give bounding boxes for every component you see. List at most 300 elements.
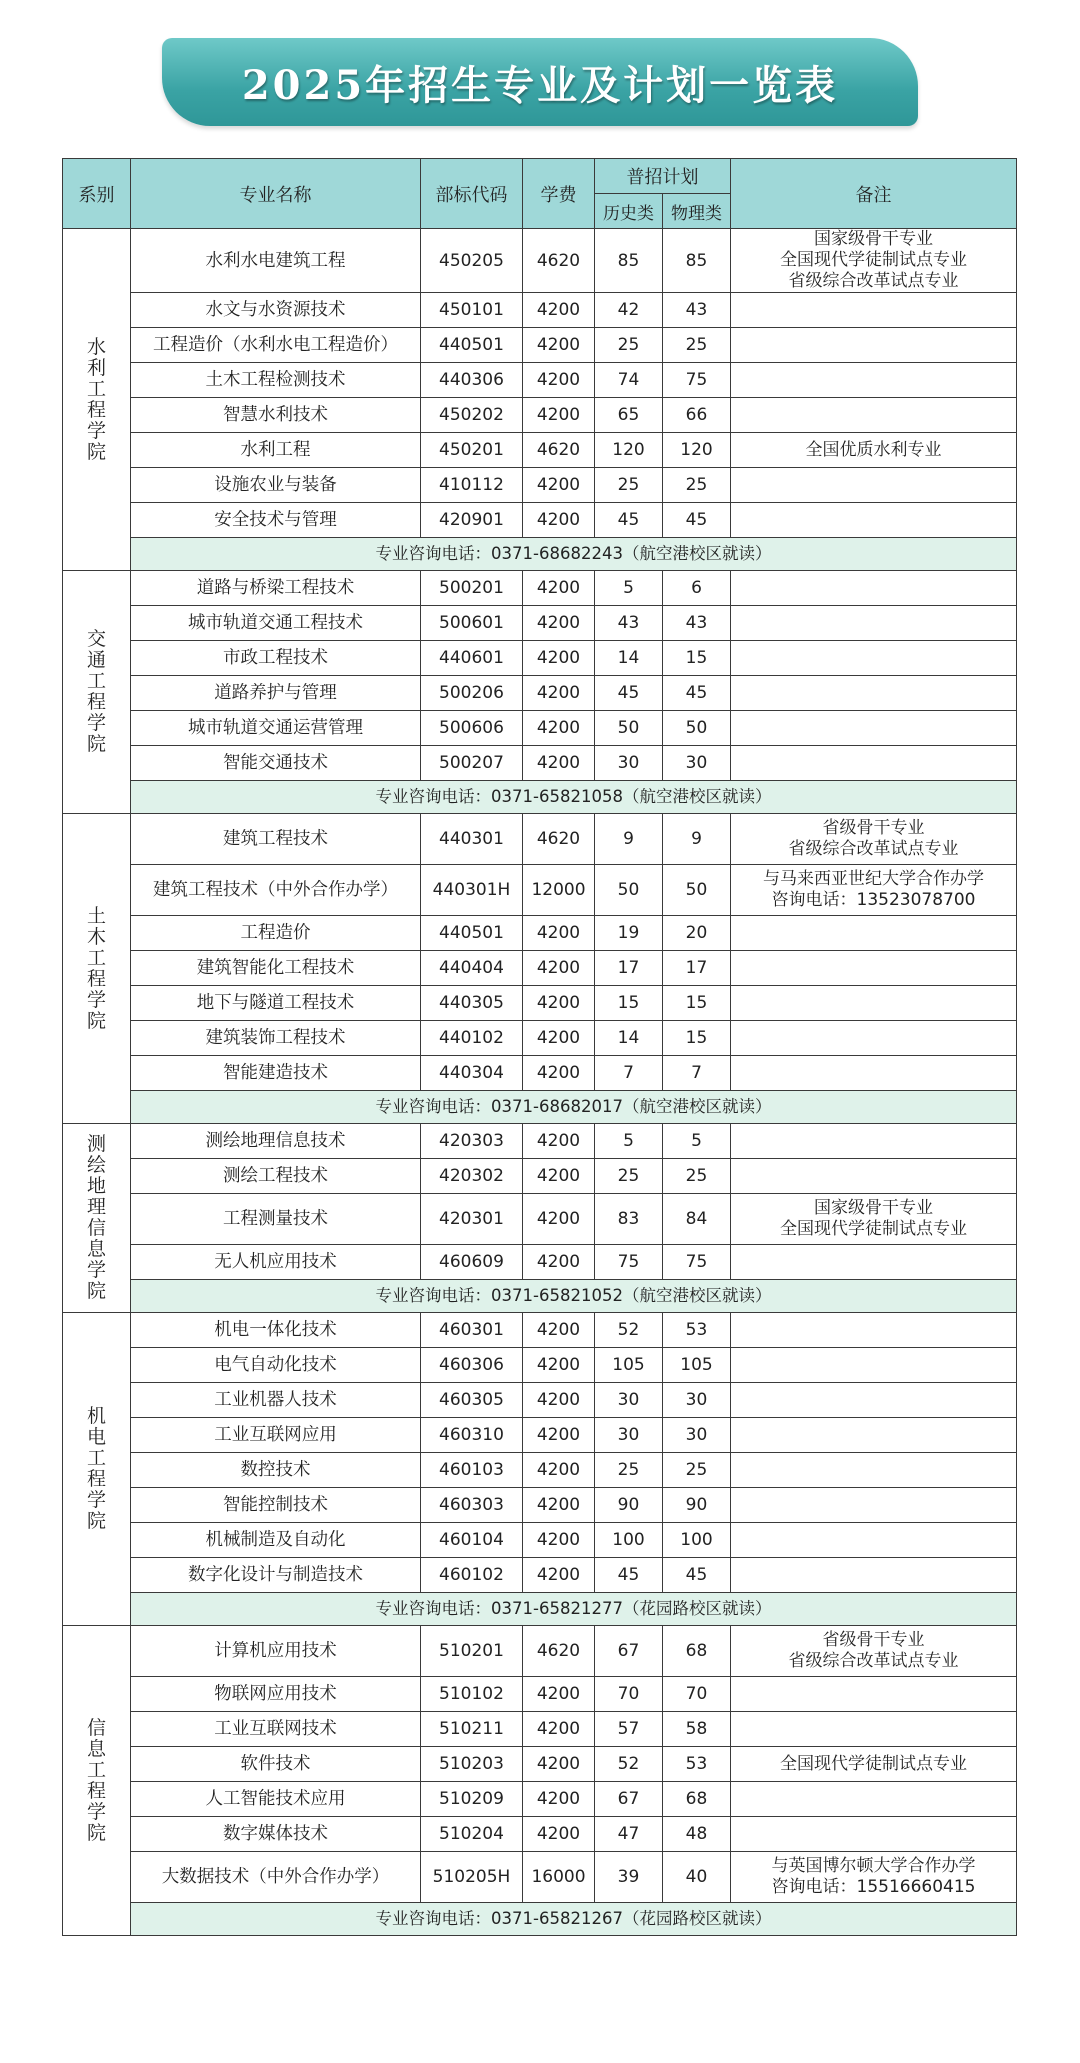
fee-cell: 4200	[523, 503, 595, 538]
fee-cell: 4200	[523, 1348, 595, 1383]
consult-phone: 专业咨询电话：0371-65821277（花园路校区就读）	[131, 1593, 1017, 1626]
table-row	[63, 1021, 1017, 1056]
code-cell: 510102	[421, 1677, 523, 1712]
fee-cell: 4200	[523, 1523, 595, 1558]
major-name-cell: 工程造价（水利水电工程造价）	[131, 328, 421, 363]
major-name-cell: 工程测量技术	[131, 1194, 421, 1245]
table-row	[63, 1782, 1017, 1817]
table-row	[63, 1453, 1017, 1488]
table-row	[63, 1626, 1017, 1677]
note-cell	[731, 503, 1017, 538]
history-count-cell: 57	[595, 1712, 663, 1747]
history-count-cell: 42	[595, 293, 663, 328]
table-row	[63, 571, 1017, 606]
physics-count-cell: 53	[663, 1747, 731, 1782]
major-name-cell: 建筑工程技术（中外合作办学）	[131, 865, 421, 916]
note-cell	[731, 398, 1017, 433]
major-name-cell: 设施农业与装备	[131, 468, 421, 503]
dept-name: 土木工程学院	[86, 904, 106, 1032]
table-row	[63, 363, 1017, 398]
table-row	[63, 1817, 1017, 1852]
history-count-cell: 25	[595, 1159, 663, 1194]
physics-count-cell: 25	[663, 328, 731, 363]
physics-count-cell: 75	[663, 363, 731, 398]
history-count-cell: 25	[595, 1453, 663, 1488]
history-count-cell: 65	[595, 398, 663, 433]
code-cell: 510205H	[421, 1852, 523, 1903]
dept-cell	[63, 229, 131, 571]
code-cell: 500606	[421, 711, 523, 746]
note-cell	[731, 1194, 1017, 1245]
physics-count-cell: 17	[663, 951, 731, 986]
code-cell: 420301	[421, 1194, 523, 1245]
major-name-cell: 人工智能技术应用	[131, 1782, 421, 1817]
major-name-cell: 道路与桥梁工程技术	[131, 571, 421, 606]
note-cell	[731, 916, 1017, 951]
physics-count-cell: 68	[663, 1626, 731, 1677]
physics-count-cell: 84	[663, 1194, 731, 1245]
history-count-cell: 50	[595, 865, 663, 916]
table-row	[63, 433, 1017, 468]
code-cell: 510211	[421, 1712, 523, 1747]
major-name-cell: 软件技术	[131, 1747, 421, 1782]
fee-cell: 4200	[523, 1747, 595, 1782]
physics-count-cell: 50	[663, 865, 731, 916]
note-line: 国家级骨干专业	[814, 1198, 933, 1218]
physics-count-cell: 68	[663, 1782, 731, 1817]
physics-count-cell: 105	[663, 1348, 731, 1383]
physics-count-cell: 25	[663, 1453, 731, 1488]
note-cell	[731, 1712, 1017, 1747]
major-name-cell: 计算机应用技术	[131, 1626, 421, 1677]
fee-cell: 4200	[523, 363, 595, 398]
note-line: 省级骨干专业	[822, 818, 925, 838]
code-cell: 500201	[421, 571, 523, 606]
table-row	[63, 328, 1017, 363]
code-cell: 450202	[421, 398, 523, 433]
major-name-cell: 建筑工程技术	[131, 814, 421, 865]
major-name-cell: 城市轨道交通工程技术	[131, 606, 421, 641]
note-cell	[731, 641, 1017, 676]
note-cell	[731, 468, 1017, 503]
fee-cell: 4620	[523, 433, 595, 468]
table-row	[63, 1313, 1017, 1348]
header-history: 历史类	[595, 194, 663, 229]
history-count-cell: 15	[595, 986, 663, 1021]
note-line: 省级综合改革试点专业	[788, 1651, 959, 1671]
history-count-cell: 19	[595, 916, 663, 951]
table-row	[63, 1712, 1017, 1747]
code-cell: 510204	[421, 1817, 523, 1852]
note-cell	[731, 1124, 1017, 1159]
table-row	[63, 916, 1017, 951]
note-line: 省级骨干专业	[822, 1630, 925, 1650]
major-name-cell: 智能建造技术	[131, 1056, 421, 1091]
physics-count-cell: 45	[663, 503, 731, 538]
dept-cell	[63, 1626, 131, 1936]
fee-cell: 4200	[523, 951, 595, 986]
physics-count-cell: 40	[663, 1852, 731, 1903]
fee-cell: 4200	[523, 1782, 595, 1817]
note-cell	[731, 711, 1017, 746]
note-line: 省级综合改革试点专业	[788, 839, 959, 859]
physics-count-cell: 15	[663, 641, 731, 676]
page-title: 2025年招生专业及计划一览表	[241, 61, 839, 109]
physics-count-cell: 43	[663, 606, 731, 641]
history-count-cell: 30	[595, 1418, 663, 1453]
major-name-cell: 智能交通技术	[131, 746, 421, 781]
major-name-cell: 数控技术	[131, 1453, 421, 1488]
history-count-cell: 105	[595, 1348, 663, 1383]
code-cell: 460102	[421, 1558, 523, 1593]
major-name-cell: 测绘地理信息技术	[131, 1124, 421, 1159]
history-count-cell: 5	[595, 1124, 663, 1159]
history-count-cell: 120	[595, 433, 663, 468]
code-cell: 500207	[421, 746, 523, 781]
code-cell: 440304	[421, 1056, 523, 1091]
header-major: 专业名称	[131, 159, 421, 229]
history-count-cell: 83	[595, 1194, 663, 1245]
fee-cell: 4200	[523, 571, 595, 606]
note-line: 全国优质水利专业	[805, 439, 942, 460]
note-line: 国家级骨干专业	[814, 229, 933, 249]
enrollment-table	[62, 158, 1017, 1936]
note-cell	[731, 865, 1017, 916]
major-name-cell: 工业互联网应用	[131, 1418, 421, 1453]
code-cell: 510201	[421, 1626, 523, 1677]
note-cell	[731, 1453, 1017, 1488]
dept-name: 测绘地理信息学院	[86, 1133, 106, 1302]
major-name-cell: 城市轨道交通运营管理	[131, 711, 421, 746]
table-row	[63, 398, 1017, 433]
note-cell	[731, 814, 1017, 865]
history-count-cell: 90	[595, 1488, 663, 1523]
fee-cell: 4200	[523, 746, 595, 781]
fee-cell: 4620	[523, 1626, 595, 1677]
table-row	[63, 641, 1017, 676]
fee-cell: 4200	[523, 398, 595, 433]
major-name-cell: 数字化设计与制造技术	[131, 1558, 421, 1593]
major-name-cell: 智能控制技术	[131, 1488, 421, 1523]
table-row	[63, 865, 1017, 916]
table-row	[63, 1348, 1017, 1383]
note-cell	[731, 676, 1017, 711]
major-name-cell: 智慧水利技术	[131, 398, 421, 433]
code-cell: 500601	[421, 606, 523, 641]
code-cell: 440501	[421, 916, 523, 951]
note-cell	[731, 1488, 1017, 1523]
note-cell	[731, 1626, 1017, 1677]
major-name-cell: 水利水电建筑工程	[131, 229, 421, 293]
code-cell: 450205	[421, 229, 523, 293]
code-cell: 440301	[421, 814, 523, 865]
code-cell: 450101	[421, 293, 523, 328]
fee-cell: 4620	[523, 229, 595, 293]
note-cell	[731, 1418, 1017, 1453]
code-cell: 460306	[421, 1348, 523, 1383]
physics-count-cell: 85	[663, 229, 731, 293]
major-name-cell: 建筑智能化工程技术	[131, 951, 421, 986]
phone-row	[63, 1593, 1017, 1626]
table-row	[63, 814, 1017, 865]
code-cell: 460104	[421, 1523, 523, 1558]
major-name-cell: 无人机应用技术	[131, 1245, 421, 1280]
note-cell	[731, 1677, 1017, 1712]
code-cell: 510203	[421, 1747, 523, 1782]
table-header	[63, 159, 1017, 229]
fee-cell: 4200	[523, 328, 595, 363]
history-count-cell: 47	[595, 1817, 663, 1852]
history-count-cell: 30	[595, 1383, 663, 1418]
table-row	[63, 1747, 1017, 1782]
history-count-cell: 45	[595, 676, 663, 711]
fee-cell: 4200	[523, 1712, 595, 1747]
major-name-cell: 机械制造及自动化	[131, 1523, 421, 1558]
fee-cell: 4200	[523, 1159, 595, 1194]
fee-cell: 4200	[523, 1558, 595, 1593]
code-cell: 460609	[421, 1245, 523, 1280]
table-row	[63, 746, 1017, 781]
note-cell	[731, 1348, 1017, 1383]
major-name-cell: 水利工程	[131, 433, 421, 468]
history-count-cell: 30	[595, 746, 663, 781]
code-cell: 450201	[421, 433, 523, 468]
phone-row	[63, 1091, 1017, 1124]
note-line: 全国现代学徒制试点专业	[780, 1753, 967, 1774]
fee-cell: 4200	[523, 711, 595, 746]
major-name-cell: 土木工程检测技术	[131, 363, 421, 398]
note-cell	[731, 1245, 1017, 1280]
table-row	[63, 1558, 1017, 1593]
table-row	[63, 676, 1017, 711]
code-cell: 420901	[421, 503, 523, 538]
code-cell: 440501	[421, 328, 523, 363]
physics-count-cell: 15	[663, 1021, 731, 1056]
table-row	[63, 468, 1017, 503]
major-name-cell: 机电一体化技术	[131, 1313, 421, 1348]
history-count-cell: 17	[595, 951, 663, 986]
dept-cell	[63, 1124, 131, 1313]
dept-cell	[63, 1313, 131, 1626]
code-cell: 510209	[421, 1782, 523, 1817]
fee-cell: 4200	[523, 1194, 595, 1245]
history-count-cell: 25	[595, 328, 663, 363]
major-name-cell: 工业机器人技术	[131, 1383, 421, 1418]
header-plan: 普招计划	[595, 159, 731, 194]
code-cell: 440102	[421, 1021, 523, 1056]
history-count-cell: 45	[595, 503, 663, 538]
physics-count-cell: 50	[663, 711, 731, 746]
table-row	[63, 1523, 1017, 1558]
physics-count-cell: 30	[663, 746, 731, 781]
consult-phone: 专业咨询电话：0371-65821052（航空港校区就读）	[131, 1280, 1017, 1313]
fee-cell: 4200	[523, 1313, 595, 1348]
consult-phone: 专业咨询电话：0371-65821058（航空港校区就读）	[131, 781, 1017, 814]
table-row	[63, 951, 1017, 986]
physics-count-cell: 15	[663, 986, 731, 1021]
fee-cell: 4200	[523, 1245, 595, 1280]
dept-name: 水利工程学院	[86, 335, 106, 463]
table-row	[63, 1245, 1017, 1280]
physics-count-cell: 120	[663, 433, 731, 468]
fee-cell: 4200	[523, 1124, 595, 1159]
physics-count-cell: 45	[663, 1558, 731, 1593]
note-cell	[731, 571, 1017, 606]
fee-cell: 4200	[523, 1488, 595, 1523]
history-count-cell: 100	[595, 1523, 663, 1558]
note-cell	[731, 951, 1017, 986]
physics-count-cell: 43	[663, 293, 731, 328]
note-line: 全国现代学徒制试点专业	[780, 1219, 967, 1239]
fee-cell: 4620	[523, 814, 595, 865]
fee-cell: 4200	[523, 606, 595, 641]
major-name-cell: 水文与水资源技术	[131, 293, 421, 328]
code-cell: 460305	[421, 1383, 523, 1418]
code-cell: 460303	[421, 1488, 523, 1523]
fee-cell: 4200	[523, 676, 595, 711]
fee-cell: 4200	[523, 641, 595, 676]
physics-count-cell: 30	[663, 1383, 731, 1418]
history-count-cell: 14	[595, 641, 663, 676]
major-name-cell: 安全技术与管理	[131, 503, 421, 538]
fee-cell: 4200	[523, 1418, 595, 1453]
fee-cell: 4200	[523, 1383, 595, 1418]
physics-count-cell: 75	[663, 1245, 731, 1280]
table-row	[63, 503, 1017, 538]
dept-cell	[63, 814, 131, 1124]
fee-cell: 4200	[523, 293, 595, 328]
note-cell	[731, 986, 1017, 1021]
phone-row	[63, 1903, 1017, 1936]
code-cell: 440306	[421, 363, 523, 398]
consult-phone: 专业咨询电话：0371-65821267（花园路校区就读）	[131, 1903, 1017, 1936]
history-count-cell: 45	[595, 1558, 663, 1593]
code-cell: 460310	[421, 1418, 523, 1453]
code-cell: 460301	[421, 1313, 523, 1348]
header-dept: 系别	[63, 159, 131, 229]
major-name-cell: 电气自动化技术	[131, 1348, 421, 1383]
physics-count-cell: 25	[663, 468, 731, 503]
note-cell	[731, 1313, 1017, 1348]
table-row	[63, 229, 1017, 293]
table-row	[63, 1852, 1017, 1903]
note-cell	[731, 363, 1017, 398]
table-row	[63, 711, 1017, 746]
dept-name: 交通工程学院	[86, 628, 106, 755]
code-cell: 420302	[421, 1159, 523, 1194]
physics-count-cell: 9	[663, 814, 731, 865]
code-cell: 440601	[421, 641, 523, 676]
dept-cell	[63, 571, 131, 814]
history-count-cell: 7	[595, 1056, 663, 1091]
physics-count-cell: 5	[663, 1124, 731, 1159]
major-name-cell: 道路养护与管理	[131, 676, 421, 711]
history-count-cell: 5	[595, 571, 663, 606]
fee-cell: 12000	[523, 865, 595, 916]
history-count-cell: 9	[595, 814, 663, 865]
history-count-cell: 52	[595, 1747, 663, 1782]
note-cell	[731, 606, 1017, 641]
table-body	[63, 229, 1017, 1936]
fee-cell: 16000	[523, 1852, 595, 1903]
note-line: 全国现代学徒制试点专业	[780, 250, 967, 270]
note-line: 与马来西亚世纪大学合作办学	[763, 869, 984, 889]
physics-count-cell: 48	[663, 1817, 731, 1852]
dept-name: 信息工程学院	[86, 1716, 106, 1844]
major-name-cell: 大数据技术（中外合作办学）	[131, 1852, 421, 1903]
note-line: 与英国博尔顿大学合作办学	[771, 1856, 976, 1876]
fee-cell: 4200	[523, 1021, 595, 1056]
history-count-cell: 14	[595, 1021, 663, 1056]
physics-count-cell: 6	[663, 571, 731, 606]
history-count-cell: 25	[595, 468, 663, 503]
code-cell: 460103	[421, 1453, 523, 1488]
note-cell	[731, 433, 1017, 468]
major-name-cell: 物联网应用技术	[131, 1677, 421, 1712]
fee-cell: 4200	[523, 1817, 595, 1852]
history-count-cell: 85	[595, 229, 663, 293]
history-count-cell: 67	[595, 1626, 663, 1677]
note-cell	[731, 328, 1017, 363]
note-cell	[731, 1747, 1017, 1782]
note-cell	[731, 1817, 1017, 1852]
history-count-cell: 74	[595, 363, 663, 398]
table-row	[63, 1159, 1017, 1194]
note-cell	[731, 1021, 1017, 1056]
history-count-cell: 39	[595, 1852, 663, 1903]
history-count-cell: 43	[595, 606, 663, 641]
note-line: 咨询电话：13523078700	[771, 890, 976, 910]
fee-cell: 4200	[523, 1677, 595, 1712]
fee-cell: 4200	[523, 916, 595, 951]
major-name-cell: 建筑装饰工程技术	[131, 1021, 421, 1056]
note-line: 省级综合改革试点专业	[788, 271, 959, 291]
note-cell	[731, 1852, 1017, 1903]
physics-count-cell: 53	[663, 1313, 731, 1348]
physics-count-cell: 45	[663, 676, 731, 711]
table-row	[63, 1383, 1017, 1418]
fee-cell: 4200	[523, 1453, 595, 1488]
table-row	[63, 1056, 1017, 1091]
table-row	[63, 1194, 1017, 1245]
major-name-cell: 市政工程技术	[131, 641, 421, 676]
physics-count-cell: 90	[663, 1488, 731, 1523]
title-banner	[162, 38, 918, 126]
major-name-cell: 测绘工程技术	[131, 1159, 421, 1194]
major-name-cell: 工程造价	[131, 916, 421, 951]
major-name-cell: 数字媒体技术	[131, 1817, 421, 1852]
table-row	[63, 986, 1017, 1021]
phone-row	[63, 781, 1017, 814]
major-name-cell: 工业互联网技术	[131, 1712, 421, 1747]
note-line: 咨询电话：15516660415	[771, 1877, 976, 1897]
table-row	[63, 606, 1017, 641]
physics-count-cell: 30	[663, 1418, 731, 1453]
physics-count-cell: 70	[663, 1677, 731, 1712]
consult-phone: 专业咨询电话：0371-68682017（航空港校区就读）	[131, 1091, 1017, 1124]
fee-cell: 4200	[523, 1056, 595, 1091]
fee-cell: 4200	[523, 468, 595, 503]
note-cell	[731, 1558, 1017, 1593]
code-cell: 420303	[421, 1124, 523, 1159]
table-row	[63, 293, 1017, 328]
note-cell	[731, 1056, 1017, 1091]
table-row	[63, 1677, 1017, 1712]
dept-name: 机电工程学院	[86, 1405, 106, 1532]
table-row	[63, 1418, 1017, 1453]
consult-phone: 专业咨询电话：0371-68682243（航空港校区就读）	[131, 538, 1017, 571]
table-row	[63, 1488, 1017, 1523]
